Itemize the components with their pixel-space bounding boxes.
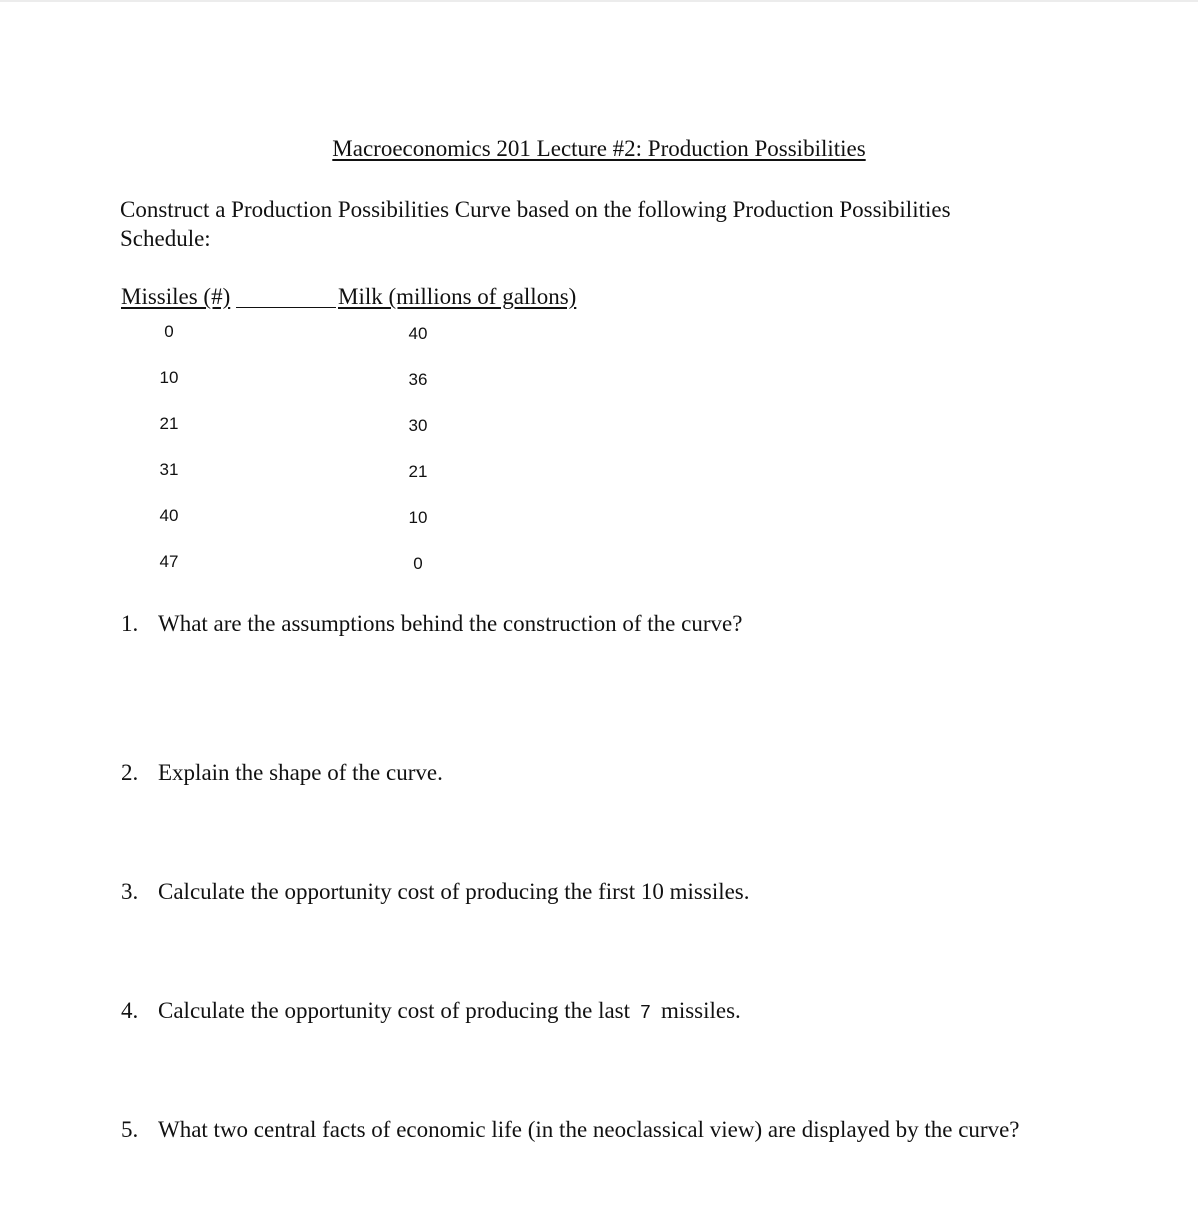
header-divider [236,307,336,308]
question-3 [121,879,750,905]
question-number: 5. [121,1117,139,1142]
question-text: Explain the shape of the curve. [158,760,443,785]
intro-line-2: Schedule: [120,226,211,251]
milk-cell: 10 [408,508,428,527]
missiles-cell: 10 [159,368,179,387]
page-title: Macroeconomics 201 Lecture #2: Production Possibilities [332,136,866,161]
missiles-cell: 40 [159,506,179,525]
question-text: What two central facts of economic life (in the neoclassical view) are displayed by the curve? [158,1117,1020,1142]
milk-cell: 21 [408,462,428,481]
milk-cell: 0 [413,554,423,573]
question-number: 3. [121,879,139,904]
question-number: 2. [121,760,139,785]
question-number: 1. [121,611,139,636]
milk-cell: 36 [408,370,428,389]
intro-line-1: Construct a Production Possibilities Curve based on the following Production Possibilities [120,197,951,222]
question-text: What are the assumptions behind the construction of the curve? [158,611,743,636]
question-1 [121,611,742,637]
missile-count-value: 7 [639,1002,652,1024]
milk-cell: 40 [408,324,428,343]
missiles-cell: 31 [159,460,179,479]
milk-column-header: Milk (millions of gallons) [338,284,577,309]
intro-paragraph [120,195,1020,253]
question-4 [121,998,741,1024]
question-text-before: Calculate the opportunity cost of producing the last [158,998,631,1023]
question-2 [121,760,443,786]
question-text-after: missiles. [660,998,741,1023]
page-top-border [0,0,1198,2]
missiles-cell: 21 [159,414,179,433]
milk-cell: 30 [408,416,428,435]
question-text: Calculate the opportunity cost of producing the first 10 missiles. [158,879,750,904]
missiles-cell: 47 [159,552,179,571]
question-5 [121,1117,1020,1143]
missiles-column-header: Missiles (#) [121,284,231,309]
question-number: 4. [121,998,139,1023]
missiles-cell: 0 [164,322,174,341]
